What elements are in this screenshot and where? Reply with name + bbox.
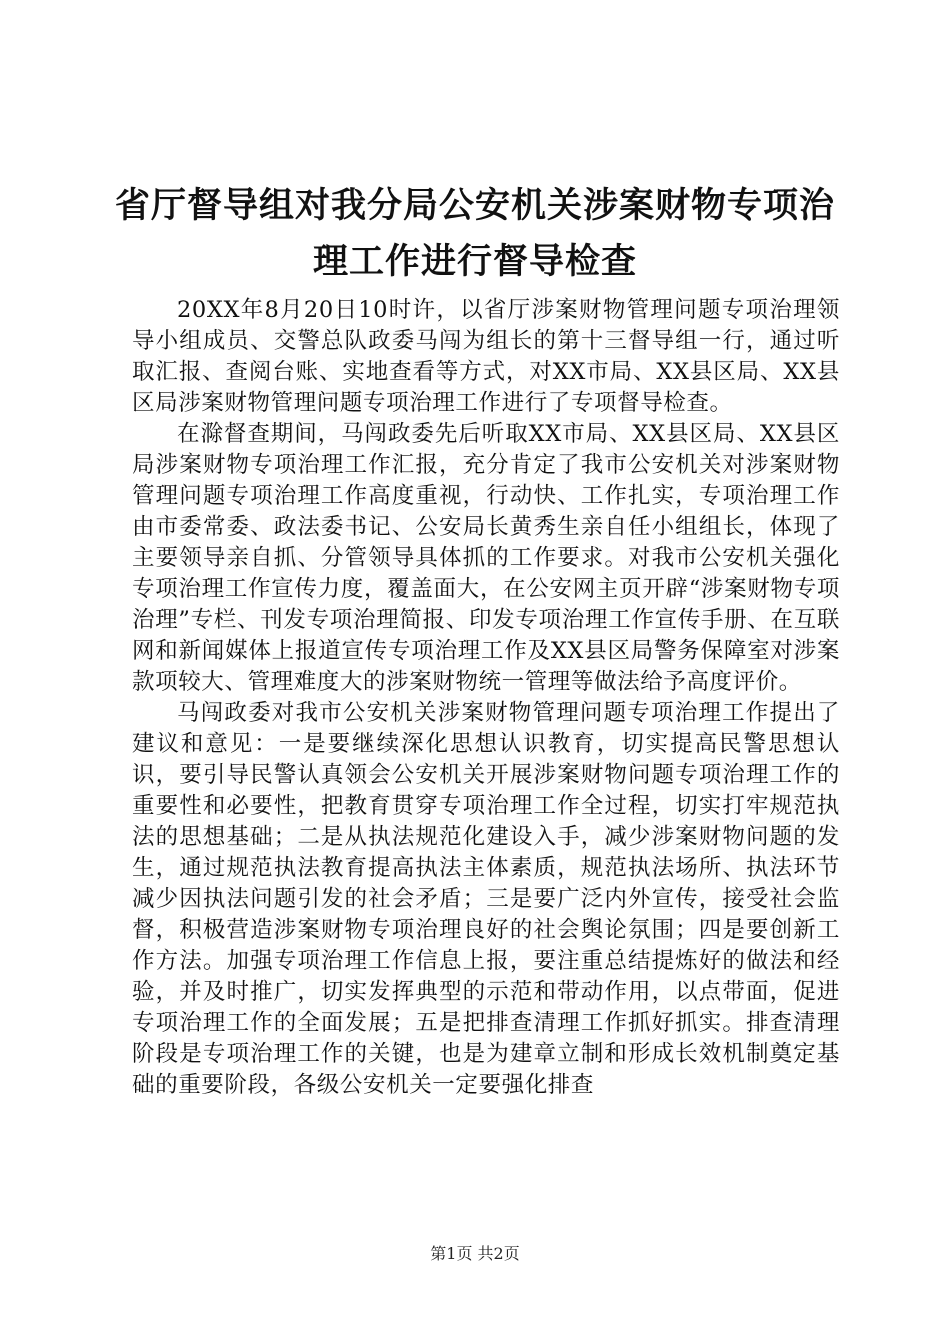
- paragraph-1: 20XX年8月20日10时许，以省厅涉案财物管理问题专项治理领导小组成员、交警总队政委马闯为组长的第十三督导组一行，通过听取汇报、查阅台账、实地查看等方式，对XX市局、XX县区局、XX县区局涉案财物管理问题专项治理工作进行了专项督导检查。: [132, 297, 840, 416]
- page-number-footer: 第1页 共2页: [430, 1244, 520, 1263]
- paragraph-2: 在滁督查期间，马闯政委先后听取XX市局、XX县区局、XX县区局涉案财物专项治理工作汇报，充分肯定了我市公安机关对涉案财物管理问题专项治理工作高度重视，行动快、工作扎实，专项治理工作由市委常委、政法委书记、公安局长黄秀生亲自任小组组长，体现了主要领导亲自抓、分管领导具体抓的工作要求。对我市公安机关强化专项治理工作宣传力度，覆盖面大，在公安网主页开辟“涉案财物专项治理”专栏、刊发专项治理简报、印发专项治理工作宣传手册、在互联网和新闻媒体上报道宣传专项治理工作及XX县区局警务保障室对涉案款项较大、管理难度大的涉案财物统一管理等做法给予高度评价。: [132, 421, 840, 695]
- document-body: [132, 295, 840, 1101]
- document-title: 省厅督导组对我分局公安机关涉案财物专项治理工作进行督导检查: [114, 185, 835, 282]
- paragraph-3: 马闯政委对我市公安机关涉案财物管理问题专项治理工作提出了建议和意见：一是要继续深化思想认识教育，切实提高民警思想认识，要引导民警认真领会公安机关开展涉案财物问题专项治理工作的重要性和必要性，把教育贯穿专项治理工作全过程，切实打牢规范执法的思想基础；二是从执法规范化建设入手，减少涉案财物问题的发生，通过规范执法教育提高执法主体素质，规范执法场所、执法环节减少因执法问题引发的社会矛盾；三是要广泛内外宣传，接受社会监督，积极营造涉案财物专项治理良好的社会舆论氛围；四是要创新工作方法。加强专项治理工作信息上报，要注重总结提炼好的做法和经验，并及时推广，切实发挥典型的示范和带动作用，以点带面，促进专项治理工作的全面发展；五是把排查清理工作抓好抓实。排查清理阶段是专项治理工作的关键，也是为建章立制和形成长效机制奠定基础的重要阶段，各级公安机关一定要强化排查: [132, 700, 840, 1098]
